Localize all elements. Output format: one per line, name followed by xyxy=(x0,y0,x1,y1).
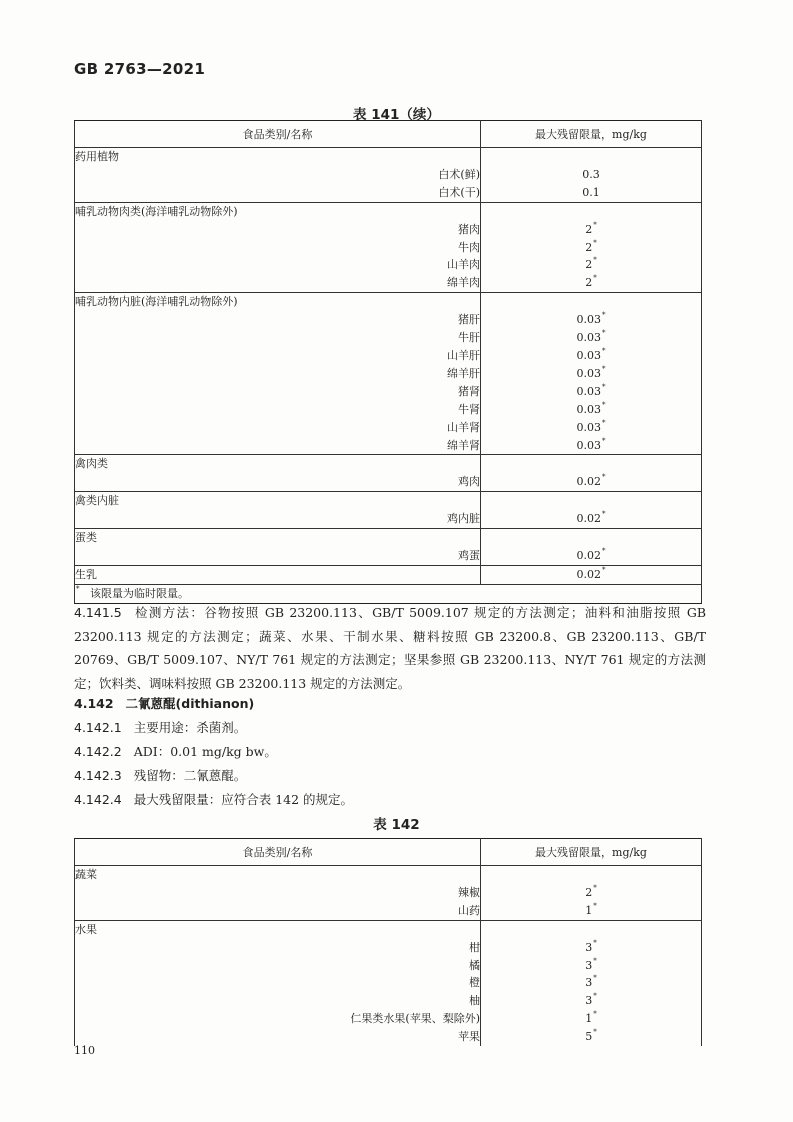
page-number: 110 xyxy=(74,1044,95,1057)
food-name: 辣椒 xyxy=(75,884,481,902)
table-row xyxy=(75,401,702,419)
column-header-max-residue-limit: 最大残留限量，mg/kg xyxy=(481,121,702,148)
paragraph-4-141-5: 4.141.5 检测方法：谷物按照 GB 23200.113、GB/T 5009.107 规定的方法测定；油料和油脂按照 GB 23200.113 规定的方法测定；蔬菜、水果、干制水果、糖料按照 GB 23200.8、GB 23200.113、GB/T 20769、GB/T 5009.107、NY/T 761 规定的方法测定；坚果参照 GB 23200.113、NY/T 761 规定的方法测定；饮料类、调味料按照 GB 23200.113 规定的方法测定。 xyxy=(74,605,706,691)
food-name: 牛肉 xyxy=(75,239,481,257)
category-name: 蛋类 xyxy=(75,529,481,547)
temporary-limit-mark: * xyxy=(602,364,606,373)
temporary-limit-mark: * xyxy=(602,565,606,574)
max-residue-limit: 0.03* xyxy=(481,329,702,347)
max-residue-limit: 3* xyxy=(481,974,702,992)
max-residue-limit: 0.02* xyxy=(481,565,702,584)
table-row xyxy=(75,347,702,365)
max-residue-limit xyxy=(481,148,702,166)
food-name: 柑 xyxy=(75,939,481,957)
max-residue-limit: 3* xyxy=(481,957,702,975)
temporary-limit-mark: * xyxy=(602,418,606,427)
table-row xyxy=(75,419,702,437)
max-residue-limit xyxy=(481,920,702,938)
food-name: 橙 xyxy=(75,974,481,992)
food-name: 山药 xyxy=(75,902,481,920)
temporary-limit-mark: * xyxy=(602,546,606,555)
temporary-limit-mark: * xyxy=(602,436,606,445)
max-residue-limit: 3* xyxy=(481,939,702,957)
category-row xyxy=(75,455,702,473)
table-row xyxy=(75,311,702,329)
table-row xyxy=(75,547,702,565)
temporary-limit-mark: * xyxy=(593,883,597,892)
max-residue-limit: 0.02* xyxy=(481,473,702,491)
max-residue-limit: 0.03* xyxy=(481,311,702,329)
temporary-limit-mark: * xyxy=(593,256,597,265)
temporary-limit-mark: * xyxy=(602,329,606,338)
standard-code: GB 2763—2021 xyxy=(74,60,206,78)
table-row xyxy=(75,957,702,975)
food-name: 鸡肉 xyxy=(75,473,481,491)
food-name: 猪肝 xyxy=(75,311,481,329)
temporary-limit-mark: * xyxy=(593,974,597,983)
food-name: 牛肝 xyxy=(75,329,481,347)
temporary-limit-mark: * xyxy=(602,510,606,519)
table-row xyxy=(75,1028,702,1046)
table-row xyxy=(75,884,702,902)
category-row xyxy=(75,920,702,938)
table-row xyxy=(75,437,702,455)
table-row xyxy=(75,992,702,1010)
column-header-food-name: 食品类别/名称 xyxy=(75,839,481,866)
max-residue-limit: 2* xyxy=(481,884,702,902)
food-name: 猪肉 xyxy=(75,221,481,239)
food-name: 柚 xyxy=(75,992,481,1010)
max-residue-limit: 0.03* xyxy=(481,365,702,383)
food-name: 鸡内脏 xyxy=(75,510,481,528)
category-name: 生乳 xyxy=(75,565,481,584)
category-row xyxy=(75,529,702,547)
paragraph-4-142-1: 4.142.1 主要用途：杀菌剂。 xyxy=(74,720,247,735)
table-row xyxy=(75,1010,702,1028)
table-row xyxy=(75,383,702,401)
max-residue-limit: 0.1 xyxy=(481,184,702,202)
temporary-limit-mark: * xyxy=(602,382,606,391)
temporary-limit-mark: * xyxy=(593,992,597,1001)
temporary-limit-mark: * xyxy=(593,238,597,247)
food-name: 山羊肾 xyxy=(75,419,481,437)
category-name: 禽肉类 xyxy=(75,455,481,473)
max-residue-limit: 1* xyxy=(481,1010,702,1028)
max-residue-limit: 0.02* xyxy=(481,547,702,565)
category-name: 禽类内脏 xyxy=(75,492,481,510)
table-row xyxy=(75,274,702,292)
table-row xyxy=(75,184,702,202)
temporary-limit-mark: * xyxy=(602,473,606,482)
max-residue-limit: 0.02* xyxy=(481,510,702,528)
paragraph-4-142-2: 4.142.2 ADI：0.01 mg/kg bw。 xyxy=(74,744,277,759)
max-residue-limit: 2* xyxy=(481,221,702,239)
food-name: 山羊肝 xyxy=(75,347,481,365)
max-residue-limit xyxy=(481,293,702,311)
temporary-limit-mark: * xyxy=(593,220,597,229)
table-footnote: * 该限量为临时限量。 xyxy=(75,584,702,603)
section-heading-4-142: 4.142 二氰蒽醌(dithianon) xyxy=(74,696,255,711)
food-name: 山羊肉 xyxy=(75,256,481,274)
column-header-max-residue-limit: 最大残留限量，mg/kg xyxy=(481,839,702,866)
column-header-food-name: 食品类别/名称 xyxy=(75,121,481,148)
food-name: 仁果类水果(苹果、梨除外) xyxy=(75,1010,481,1028)
table-row xyxy=(75,239,702,257)
table-row xyxy=(75,221,702,239)
food-name: 鸡蛋 xyxy=(75,547,481,565)
temporary-limit-mark: * xyxy=(593,274,597,283)
max-residue-limit: 5* xyxy=(481,1028,702,1046)
table-row xyxy=(75,974,702,992)
table-row xyxy=(75,329,702,347)
table-row xyxy=(75,902,702,920)
max-residue-limit: 1* xyxy=(481,902,702,920)
food-name: 绵羊肝 xyxy=(75,365,481,383)
food-name: 白术(鲜) xyxy=(75,166,481,184)
table-141-caption: 表 141（续） xyxy=(353,107,440,123)
max-residue-limit: 0.3 xyxy=(481,166,702,184)
table-row xyxy=(75,510,702,528)
max-residue-limit: 0.03* xyxy=(481,401,702,419)
temporary-limit-mark: * xyxy=(602,400,606,409)
category-row xyxy=(75,202,702,220)
table-row xyxy=(75,166,702,184)
food-name: 苹果 xyxy=(75,1028,481,1046)
max-residue-limit xyxy=(481,492,702,510)
table-141 xyxy=(74,120,702,604)
category-name: 哺乳动物内脏(海洋哺乳动物除外) xyxy=(75,293,481,311)
max-residue-limit: 2* xyxy=(481,256,702,274)
category-name: 药用植物 xyxy=(75,148,481,166)
table-142 xyxy=(74,838,702,1046)
max-residue-limit: 2* xyxy=(481,274,702,292)
max-residue-limit xyxy=(481,529,702,547)
category-row xyxy=(75,866,702,884)
temporary-limit-mark: * xyxy=(593,1028,597,1037)
food-name: 牛肾 xyxy=(75,401,481,419)
max-residue-limit: 0.03* xyxy=(481,419,702,437)
table-row xyxy=(75,939,702,957)
max-residue-limit: 3* xyxy=(481,992,702,1010)
category-row xyxy=(75,148,702,166)
paragraph-4-142-3: 4.142.3 残留物：二氰蒽醌。 xyxy=(74,768,247,783)
max-residue-limit: 2* xyxy=(481,239,702,257)
max-residue-limit xyxy=(481,866,702,884)
temporary-limit-mark: * xyxy=(593,1010,597,1019)
category-name: 哺乳动物肉类(海洋哺乳动物除外) xyxy=(75,202,481,220)
max-residue-limit: 0.03* xyxy=(481,347,702,365)
category-row xyxy=(75,293,702,311)
table-row xyxy=(75,365,702,383)
temporary-limit-mark: * xyxy=(593,901,597,910)
paragraph-4-142-4: 4.142.4 最大残留限量：应符合表 142 的规定。 xyxy=(74,792,354,807)
max-residue-limit: 0.03* xyxy=(481,437,702,455)
food-name: 猪肾 xyxy=(75,383,481,401)
food-name: 橘 xyxy=(75,957,481,975)
temporary-limit-mark: * xyxy=(602,311,606,320)
max-residue-limit xyxy=(481,455,702,473)
max-residue-limit xyxy=(481,202,702,220)
temporary-limit-mark: * xyxy=(593,956,597,965)
food-name: 绵羊肾 xyxy=(75,437,481,455)
category-name: 水果 xyxy=(75,920,481,938)
max-residue-limit: 0.03* xyxy=(481,383,702,401)
food-name: 白术(干) xyxy=(75,184,481,202)
table-142-caption: 表 142 xyxy=(373,817,420,833)
temporary-limit-mark: * xyxy=(593,938,597,947)
category-row xyxy=(75,565,702,584)
temporary-limit-mark: * xyxy=(602,346,606,355)
food-name: 绵羊肉 xyxy=(75,274,481,292)
table-row xyxy=(75,256,702,274)
table-row xyxy=(75,473,702,491)
category-name: 蔬菜 xyxy=(75,866,481,884)
category-row xyxy=(75,492,702,510)
